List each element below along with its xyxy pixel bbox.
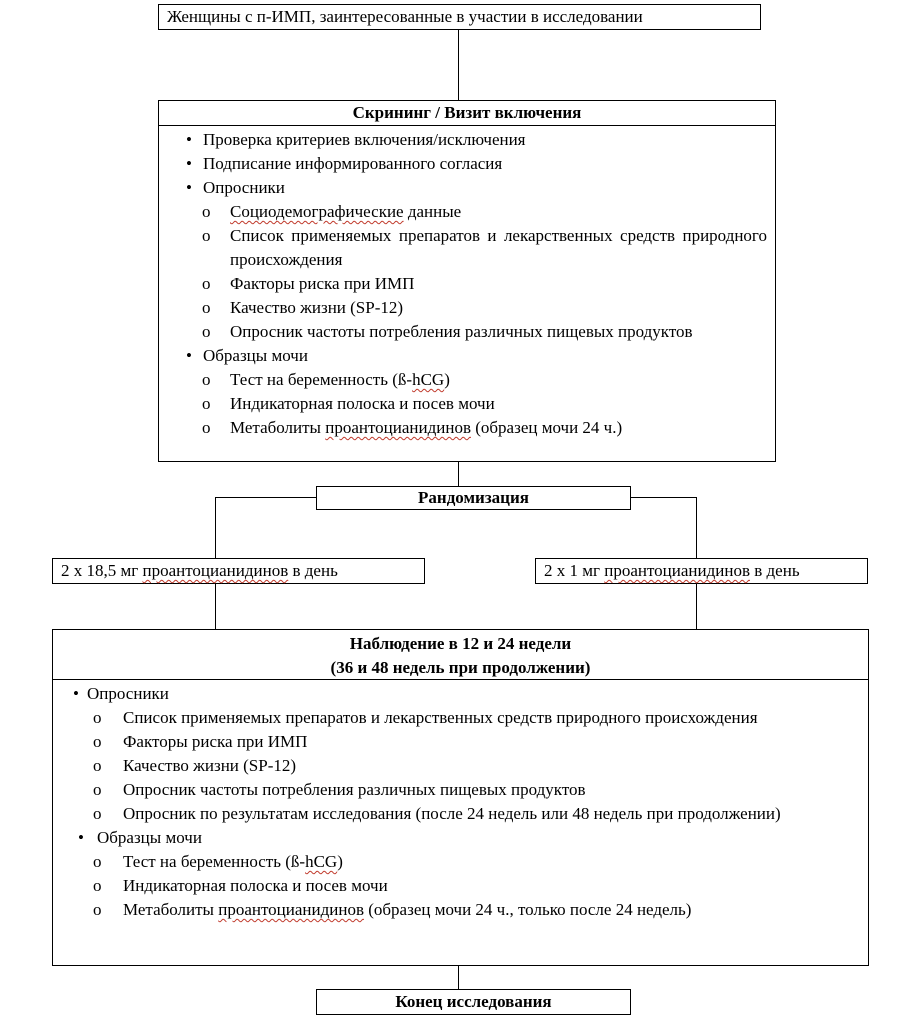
screening-title: Скрининг / Визит включения xyxy=(159,101,775,126)
screening-box xyxy=(158,100,776,462)
observation-item-urine-samples: • Образцы мочи xyxy=(53,826,860,850)
screening-sub-medications: o Список применяемых препаратов и лекарственных средств природного происхождения xyxy=(159,224,767,272)
screening-item-consent: • Подписание информированного согласия xyxy=(159,152,767,176)
connector-rand-left-v xyxy=(215,497,216,558)
observation-sub-study-results: o Опросник по результатам исследования (после 24 недель или 48 недель при продолжении) xyxy=(53,802,860,826)
end-box xyxy=(316,989,631,1015)
connector-rand-right-v xyxy=(696,497,697,558)
screening-sub-urine-strip: o Индикаторная полоска и посев мочи xyxy=(159,392,767,416)
observation-list xyxy=(53,682,860,922)
connector-observation-end xyxy=(458,965,459,990)
screening-item-criteria: • Проверка критериев включения/исключения xyxy=(159,128,767,152)
screening-item-urine-samples: • Образцы мочи xyxy=(159,344,767,368)
screening-item-questionnaires: • Опросники xyxy=(159,176,767,200)
end-box-text: Конец исследования xyxy=(395,992,552,1011)
observation-sub-pregnancy-test: o Тест на беременность (ß-hCG) xyxy=(53,850,860,874)
connector-start-screening xyxy=(458,29,459,101)
observation-sub-quality-of-life: o Качество жизни (SP-12) xyxy=(53,754,860,778)
screening-sub-quality-of-life: o Качество жизни (SP-12) xyxy=(159,296,767,320)
screening-sub-risk-factors: o Факторы риска при ИМП xyxy=(159,272,767,296)
connector-right-arm-observation xyxy=(696,583,697,629)
arm-right-box: 2 x 1 мг проантоцианидинов в день xyxy=(535,558,868,584)
screening-list xyxy=(159,128,767,440)
observation-sub-food-frequency: o Опросник частоты потребления различных пищевых продуктов xyxy=(53,778,860,802)
observation-sub-urine-strip: o Индикаторная полоска и посев мочи xyxy=(53,874,860,898)
observation-title xyxy=(53,630,868,680)
observation-sub-metabolites: o Метаболиты проантоцианидинов (образец мочи 24 ч., только после 24 недель) xyxy=(53,898,860,922)
randomization-text: Рандомизация xyxy=(418,488,529,507)
screening-sub-pregnancy-test: o Тест на беременность (ß-hCG) xyxy=(159,368,767,392)
observation-title-line2: (36 и 48 недель при продолжении) xyxy=(330,658,591,677)
observation-title-line1: Наблюдение в 12 и 24 недели xyxy=(349,634,572,653)
start-box xyxy=(158,4,761,30)
randomization-box xyxy=(316,486,631,510)
arm-left-box: 2 x 18,5 мг проантоцианидинов в день xyxy=(52,558,425,584)
connector-screening-randomization xyxy=(458,461,459,487)
observation-box xyxy=(52,629,869,966)
observation-sub-risk-factors: o Факторы риска при ИМП xyxy=(53,730,860,754)
screening-sub-metabolites: o Метаболиты проантоцианидинов (образец мочи 24 ч.) xyxy=(159,416,767,440)
connector-rand-left-h xyxy=(215,497,317,498)
observation-sub-medications: o Список применяемых препаратов и лекарственных средств природного происхождения xyxy=(53,706,860,730)
screening-sub-food-frequency: o Опросник частоты потребления различных пищевых продуктов xyxy=(159,320,767,344)
start-box-text: Женщины с п-ИМП, заинтересованные в участии в исследовании xyxy=(167,7,643,26)
screening-sub-sociodemographic: o Социодемографические данные xyxy=(159,200,767,224)
connector-left-arm-observation xyxy=(215,583,216,629)
observation-item-questionnaires: • Опросники xyxy=(53,682,860,706)
connector-rand-right-h xyxy=(630,497,697,498)
